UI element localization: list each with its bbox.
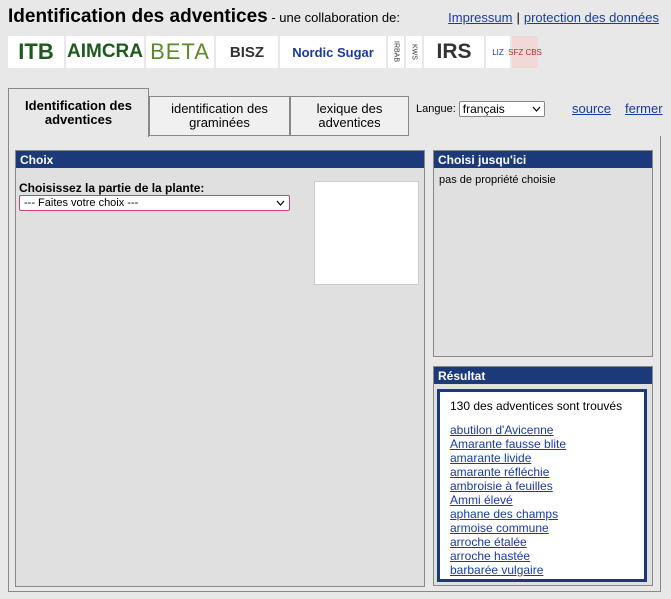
result-count: 130 des adventices sont trouvés bbox=[450, 399, 623, 413]
title-text: Identification des adventices bbox=[8, 6, 268, 27]
language-label: Langue: bbox=[416, 103, 456, 115]
aimcra-logo[interactable]: AIMCRA bbox=[66, 36, 144, 68]
chevron-down-icon bbox=[532, 106, 541, 112]
privacy-link[interactable]: protection des données bbox=[523, 10, 659, 25]
partner-logos bbox=[8, 35, 540, 69]
subtitle-text: - une collaboration de: bbox=[267, 10, 401, 25]
page-title bbox=[8, 6, 400, 28]
bisz-logo[interactable]: BISZ bbox=[216, 36, 278, 68]
choix-header: Choix bbox=[16, 151, 424, 168]
irs-logo[interactable]: IRS bbox=[424, 36, 484, 68]
language-selector bbox=[416, 101, 545, 117]
itb-logo[interactable]: ITB bbox=[8, 36, 64, 68]
tab-identification-adventices[interactable]: Identification des adventices bbox=[8, 88, 149, 137]
result-item[interactable]: arroche hastée bbox=[450, 549, 531, 563]
beta-logo[interactable]: BETA bbox=[146, 36, 214, 68]
result-box bbox=[437, 389, 647, 582]
selected-so-far-header: Choisi jusqu'ici bbox=[434, 151, 652, 168]
liz-logo[interactable]: LIZ bbox=[486, 36, 510, 68]
language-select[interactable]: français bbox=[459, 101, 545, 117]
result-header: Résultat bbox=[434, 367, 652, 384]
plant-image-placeholder bbox=[314, 181, 419, 285]
result-item[interactable]: Ammi élevé bbox=[450, 493, 513, 507]
result-item[interactable]: ambroisie à feuilles bbox=[450, 479, 553, 493]
nordic-sugar-logo[interactable]: Nordic Sugar bbox=[280, 36, 386, 68]
irbab-logo[interactable]: IRBAB bbox=[388, 36, 404, 68]
result-item[interactable]: amarante réfléchie bbox=[450, 465, 550, 479]
result-item[interactable]: aphane des champs bbox=[450, 507, 559, 521]
result-item[interactable]: armoise commune bbox=[450, 521, 549, 535]
result-item[interactable]: arroche étalée bbox=[450, 535, 527, 549]
selected-so-far-text: pas de propriété choisie bbox=[439, 174, 556, 186]
source-link[interactable]: source bbox=[572, 101, 612, 116]
result-list bbox=[450, 423, 634, 577]
tab-identification-graminees[interactable]: identification des graminées bbox=[149, 96, 290, 136]
impressum-link[interactable]: Impressum bbox=[448, 10, 513, 25]
result-item[interactable]: abutilon d'Avicenne bbox=[450, 423, 554, 437]
header-links bbox=[448, 10, 659, 25]
close-link[interactable]: fermer bbox=[625, 101, 663, 116]
result-item[interactable]: Amarante fausse blite bbox=[450, 437, 567, 451]
link-separator: | bbox=[516, 10, 520, 25]
result-item[interactable]: barbarée vulgaire bbox=[450, 563, 544, 577]
sfz-logo[interactable]: SFZ CBS bbox=[512, 36, 538, 68]
plant-part-label: Choisissez la partie de la plante: bbox=[19, 181, 205, 195]
kws-logo[interactable]: KWS bbox=[406, 36, 422, 68]
plant-part-select[interactable]: --- Faites votre choix --- bbox=[19, 195, 290, 211]
result-panel bbox=[433, 366, 653, 586]
choix-panel bbox=[15, 150, 425, 587]
selected-so-far-panel bbox=[433, 150, 653, 357]
chevron-down-icon bbox=[276, 200, 285, 206]
tab-lexique-adventices[interactable]: lexique des adventices bbox=[290, 96, 409, 136]
result-item[interactable]: amarante livide bbox=[450, 451, 532, 465]
